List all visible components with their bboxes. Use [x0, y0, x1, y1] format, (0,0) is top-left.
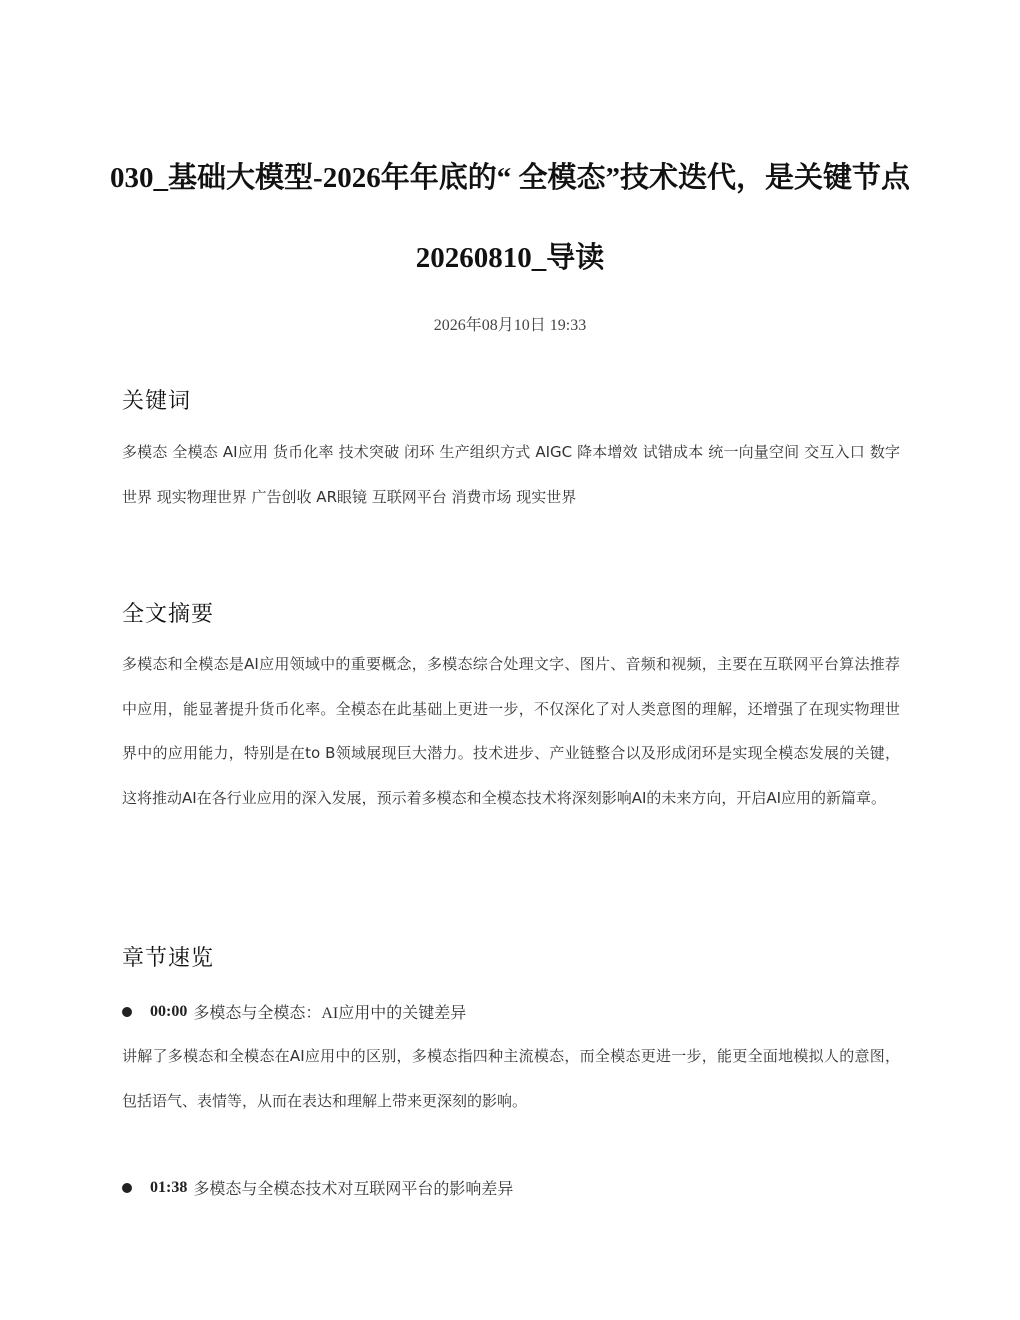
keywords-heading: 关键词: [122, 389, 192, 414]
document-title: 030_基础大模型-2026年年底的“ 全模态”技术迭代，是关键节点20260810_导读: [110, 162, 910, 274]
bullet-icon: [122, 1183, 132, 1193]
chapter-item[interactable]: [122, 1176, 900, 1199]
chapter-title: 多模态与全模态：AI应用中的关键差异: [193, 1005, 467, 1022]
chapter-time[interactable]: 01:38: [150, 1178, 188, 1196]
chapter-item[interactable]: [122, 1000, 900, 1023]
bullet-icon: [122, 1007, 132, 1017]
chapters-heading: 章节速览: [122, 946, 215, 971]
chapter-description: 讲解了多模态和全模态在AI应用中的区别，多模态指四种主流模态，而全模态更进一步，能更全面地模拟人的意图，包括语气、表情等，从而在表达和理解上带来更深刻的影响。: [122, 1047, 900, 1110]
document-datetime: 2026年08月10日 19:33: [433, 317, 587, 334]
chapter-title: 多模态与全模态技术对互联网平台的影响差异: [193, 1181, 514, 1198]
chapter-time[interactable]: 00:00: [150, 1002, 188, 1020]
keywords-text: 多模态 全模态 AI应用 货币化率 技术突破 闭环 生产组织方式 AIGC 降本增效 试错成本 统一向量空间 交互入口 数字世界 现实物理世界 广告创收 AR眼镜 互联网平台 消费市场 现实世界: [122, 443, 900, 506]
summary-heading: 全文摘要: [122, 602, 215, 627]
summary-text: 多模态和全模态是AI应用领域中的重要概念，多模态综合处理文字、图片、音频和视频，主要在互联网平台算法推荐中应用，能显著提升货币化率。全模态在此基础上更进一步，不仅深化了对人类意图的理解，还增强了在现实物理世界中的应用能力，特别是在to B领域展现巨大潜力。技术进步、产业链整合以及形成闭环是实现全模态发展的关键，这将推动AI在各行业应用的深入发展，预示着多模态和全模态技术将深刻影响AI的未来方向，开启AI应用的新篇章。: [122, 655, 900, 807]
